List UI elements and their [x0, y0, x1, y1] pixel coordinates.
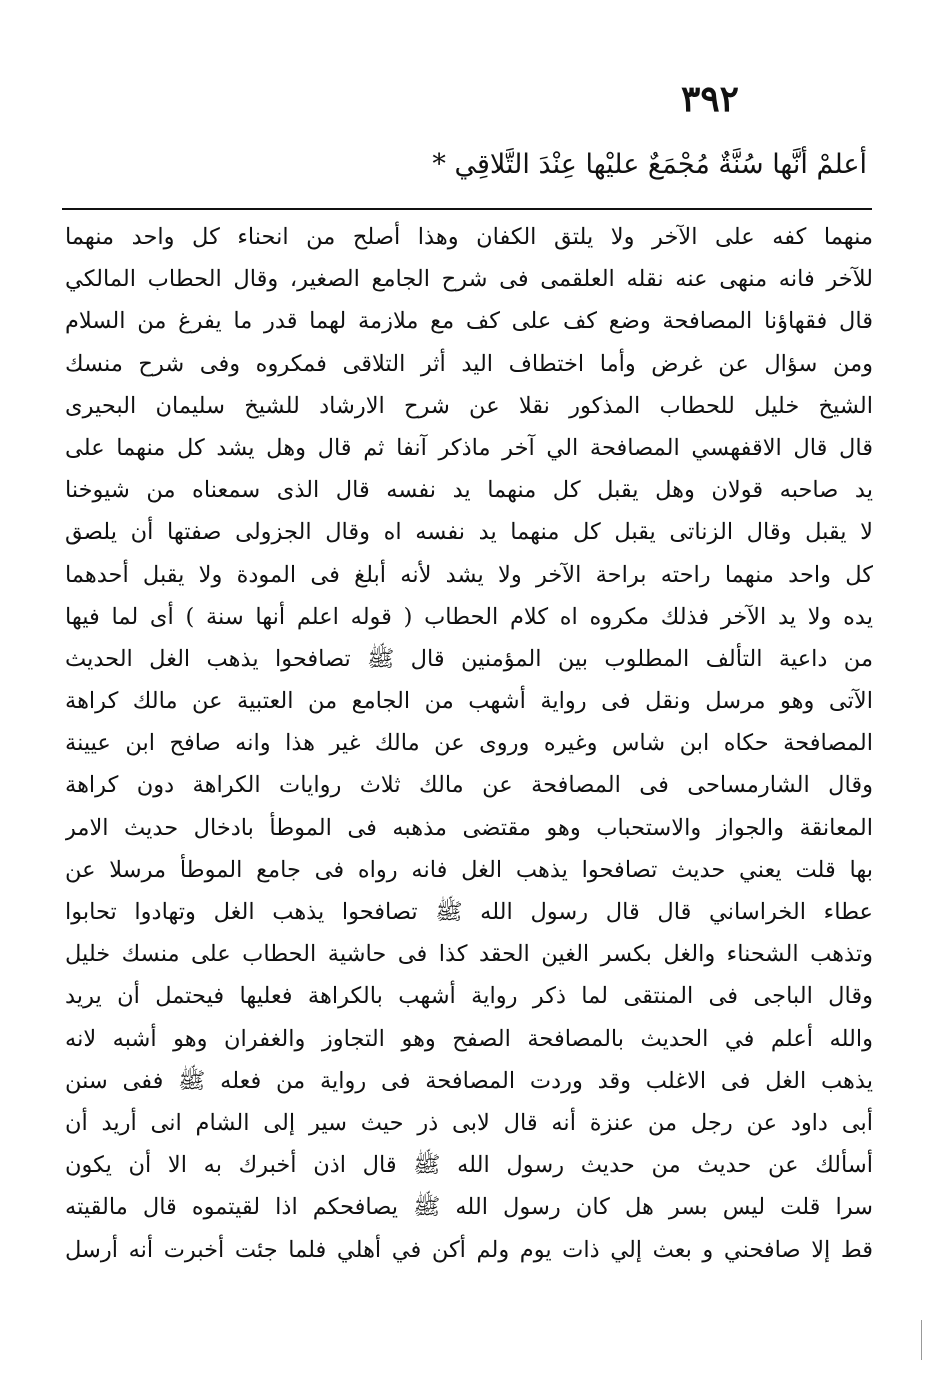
text-line: بها قلت يعني حديث تصافحوا يذهب الغل فانه رواه فى جامع الموطأ مرسلا عن	[65, 856, 873, 883]
text-line: ومن سؤال عن غرض وأما اختطاف اليد أثر التلاقى فمكروه وفى شرح منسك	[65, 350, 873, 377]
text-line: يد صاحبه قولان وهل يقبل كل منهما يد نفسه قال الذى سمعناه من شيوخنا	[65, 477, 873, 504]
header-verse: أعلمْ أنَّها سُنَّةٌ مُجْمَعٌ عليْها عِنْدَ التَّلاقِي *	[432, 149, 867, 180]
text-line: يده ولا يد الآخر فذلك مكروه اه كلام الحطاب ( قوله اعلم أنها سنة ) أى لما فيها	[65, 603, 873, 630]
page-number: ٣٩٢	[680, 78, 739, 120]
text-line: أبى داود عن رجل من عنزة أنه قال لابى ذر حيث سير إلى الشام انى أريد أن	[65, 1109, 873, 1136]
text-line: كل واحد منهما راحته براحة الآخر ولا يشد لأنه أبلغ فى المودة ولا يقبل أحدهما	[65, 561, 873, 588]
scan-edge-mark	[921, 1320, 923, 1360]
text-line: سرا قلت ليس بسر هل كان رسول الله ﷺ يصافحكم اذا لقيتموه قال مالقيته	[65, 1194, 873, 1221]
text-line: يذهب الغل فى الاغلب وقد وردت المصافحة فى رواية من فعله ﷺ ففى سنن	[65, 1067, 873, 1094]
text-line: لا يقبل وقال الزناتى يقبل كل منهما يد نفسه اه وقال الجزولى صفتها أن يلصق	[65, 519, 873, 546]
text-line: الآتى وهو مرسل ونقل فى رواية أشهب من الجامع من العتبية عن مالك كراهة	[65, 688, 873, 715]
commentary-text	[65, 216, 873, 1271]
text-line: قال فقهاؤنا المصافحة وضع كف على كف مع ملازمة لهما قدر ما يفرغ من السلام	[65, 308, 873, 335]
text-line: من داعية التألف المطلوب بين المؤمنين قال ﷺ تصافحوا يذهب الغل الحديث	[65, 645, 873, 672]
text-line: الشيخ خليل للحطاب المذكور نقلا عن شرح الارشاد للشيخ سليمان البحيرى	[65, 392, 873, 419]
text-line: قط إلا صافحني و بعث إلي ذات يوم ولم أكن في أهلي فلما جئت أخبرت أنه أرسل	[65, 1236, 873, 1263]
text-line: وتذهب الشحناء والغل بكسر الغين الحقد كذا فى حاشية الحطاب على منسك خليل	[65, 941, 873, 968]
header-divider	[62, 208, 872, 210]
text-line: عطاء الخراساني قال قال رسول الله ﷺ تصافحوا يذهب الغل وتهادوا تحابوا	[65, 899, 873, 925]
text-line: وقال الشارمساحى فى المصافحة عن مالك ثلاث روايات الكراهة دون كراهة	[65, 772, 873, 799]
text-line: والله أعلم في الحديث بالمصافحة الصفح وهو التجاوز والغفران وهو أشبه لانه	[65, 1025, 873, 1052]
text-line: منهما كفه على الآخر ولا يلتق الكفان وهذا أصلح من انحناء كل واحد منهما	[65, 224, 873, 250]
text-line: المصافحة حكاه ابن شاس وغيره وروى عن مالك غير هذا وانه صافح ابن عيينة	[65, 730, 873, 757]
text-line: وقال الباجى فى المنتقى لما ذكر رواية أشهب بالكراهة فعليها فيحتمل أن يريد	[65, 983, 873, 1010]
text-line: قال قال الاقفهسي المصافحة الي آخر ماذكر آنفا ثم قال وهل يشد كل منهما على	[65, 434, 873, 461]
text-line: المعانقة والجواز والاستحباب وهو مقتضى مذهبه فى الموطأ بادخال حديث الامر	[65, 814, 873, 841]
text-line: للآخر فانه منهى عنه نقله العلقمى فى شرح الجامع الصغير، وقال الحطاب المالكي	[65, 266, 873, 293]
text-line: أسألك عن حديث من حديث رسول الله ﷺ قال اذن أخبرك به الا أن يكون	[65, 1152, 873, 1179]
